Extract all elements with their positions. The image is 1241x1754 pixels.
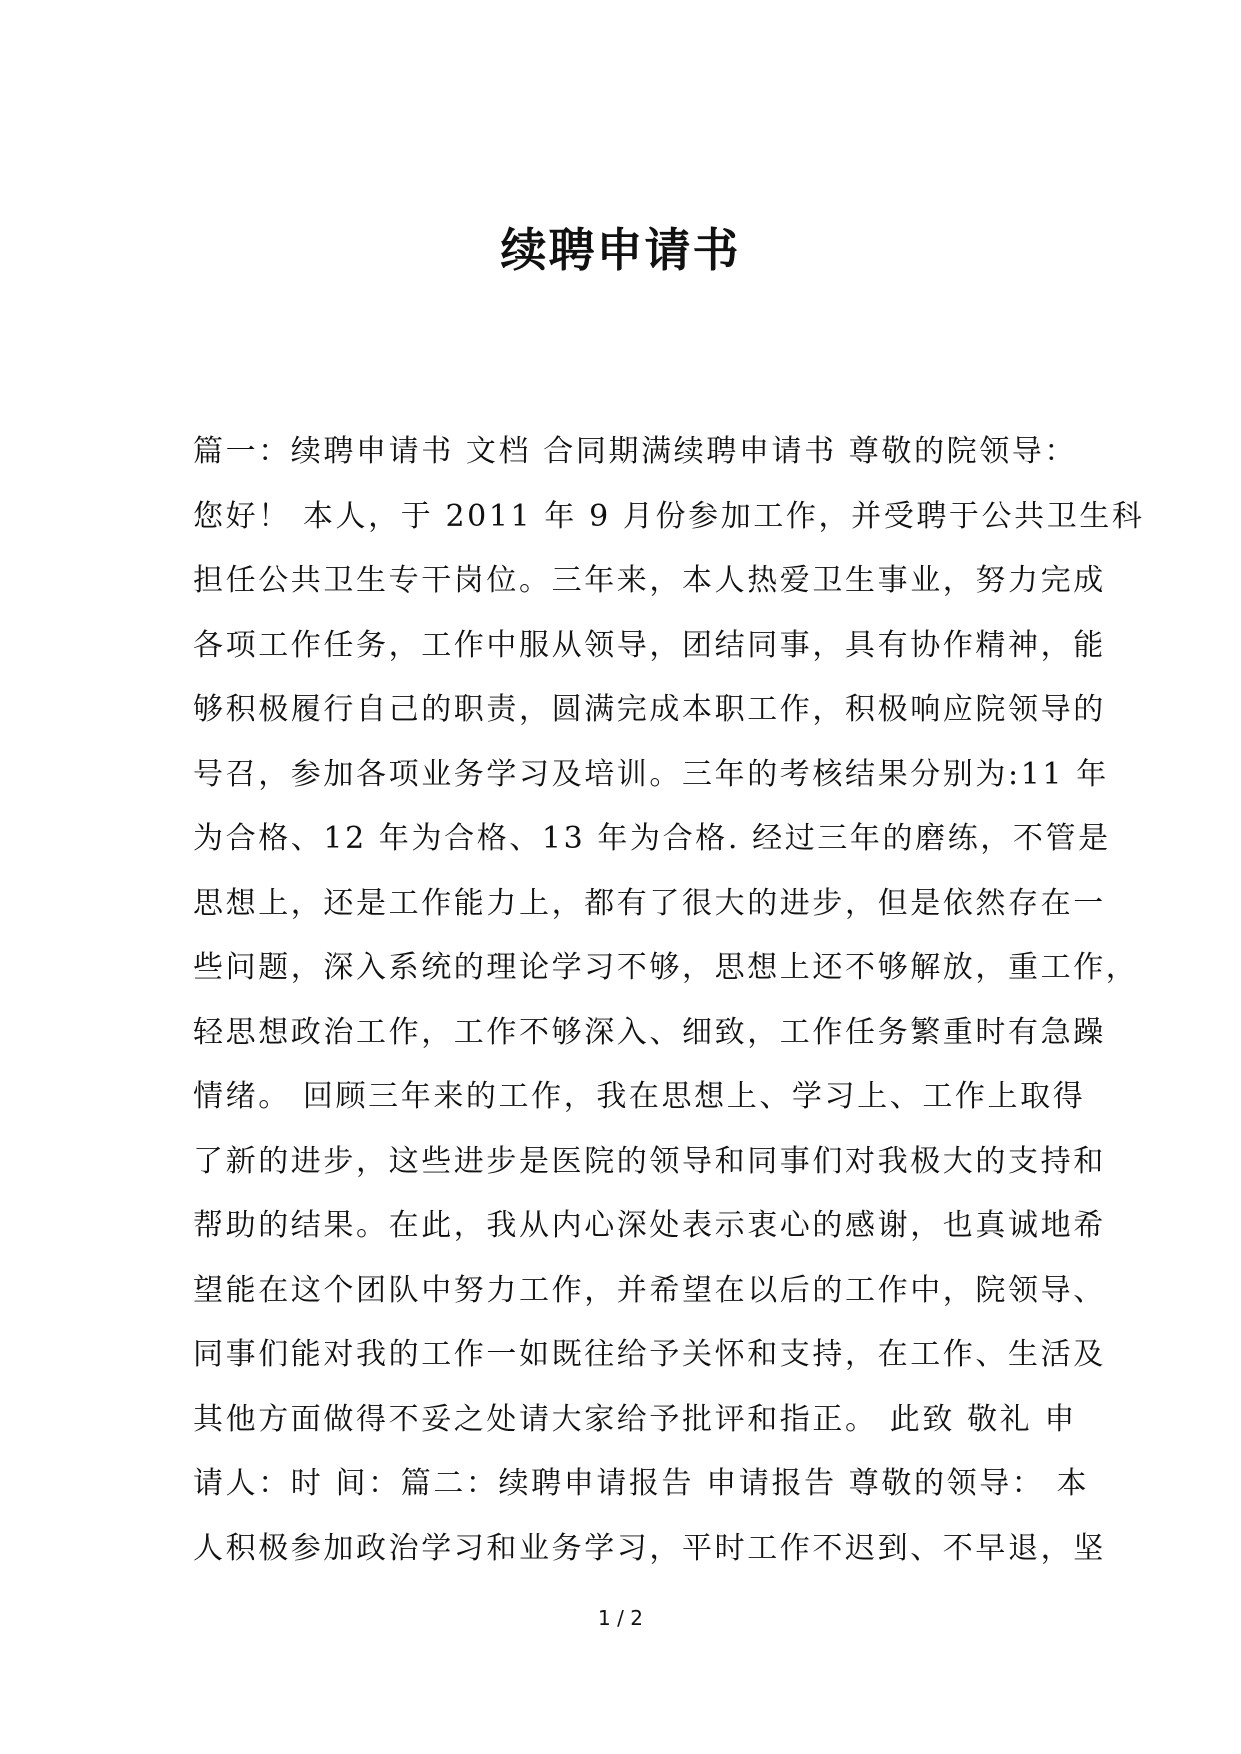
body-line: 望能在这个团队中努力工作，并希望在以后的工作中，院领导、 xyxy=(193,1272,1106,1308)
body-line: 情绪。 回顾三年来的工作，我在思想上、学习上、工作上取得 xyxy=(193,1079,1086,1114)
body-line: 您好！ 本人，于 2011 年 9 月份参加工作，并受聘于公共卫生科 xyxy=(193,498,1145,534)
document-title: 续聘申请书 xyxy=(500,223,741,277)
body-line: 担任公共卫生专干岗位。三年来，本人热爱卫生事业，努力完成 xyxy=(193,563,1106,598)
body-line: 够积极履行自己的职责，圆满完成本职工作，积极响应院领导的 xyxy=(193,692,1106,727)
body-line: 帮助的结果。在此，我从内心深处表示衷心的感谢，也真诚地希 xyxy=(193,1208,1106,1243)
body-line: 了新的进步，这些进步是医院的领导和同事们对我极大的支持和 xyxy=(193,1143,1106,1179)
body-line: 请人：时 间：篇二：续聘申请报告 申请报告 尊敬的领导： 本 xyxy=(193,1466,1090,1501)
body-line: 为合格、12 年为合格、13 年为合格. 经过三年的磨练，不管是 xyxy=(193,821,1111,856)
body-line: 同事们能对我的工作一如既往给予关怀和支持，在工作、生活及 xyxy=(193,1337,1106,1372)
body-line: 些问题，深入系统的理论学习不够，思想上还不够解放，重工作， xyxy=(193,950,1139,985)
body-line: 篇一：续聘申请书 文档 合同期满续聘申请书 尊敬的院领导： xyxy=(193,434,1078,469)
body-line: 人积极参加政治学习和业务学习，平时工作不迟到、不早退，坚 xyxy=(193,1530,1106,1566)
body-line: 轻思想政治工作，工作不够深入、细致，工作任务繁重时有急躁 xyxy=(193,1014,1106,1050)
body-line: 思想上，还是工作能力上，都有了很大的进步，但是依然存在一 xyxy=(193,885,1106,921)
body-line: 号召，参加各项业务学习及培训。三年的考核结果分别为:11 年 xyxy=(193,756,1109,792)
body-line: 其他方面做得不妥之处请大家给予批评和指正。 此致 敬礼 申 xyxy=(193,1401,1078,1437)
body-line: 各项工作任务，工作中服从领导，团结同事，具有协作精神，能 xyxy=(193,627,1106,663)
document-body xyxy=(193,420,1145,1581)
page-number: 1 / 2 xyxy=(598,1606,643,1630)
